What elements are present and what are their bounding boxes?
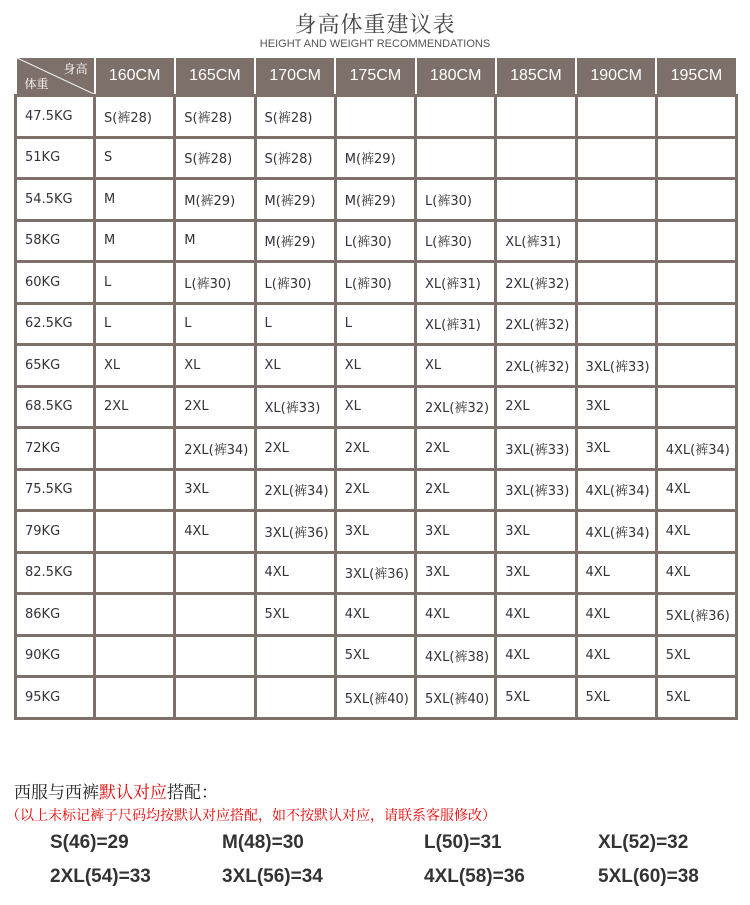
- size-mapping-item: L(50)=31: [424, 832, 502, 853]
- size-cell: 4XL(裤38): [416, 635, 496, 677]
- corner-weight-label: 体重: [24, 77, 49, 91]
- size-cell: 4XL: [576, 594, 656, 636]
- size-cell: [576, 179, 656, 221]
- weight-cell: 58KG: [16, 220, 95, 262]
- size-cell: 3XL: [496, 511, 576, 553]
- size-cell: L(裤30): [335, 220, 415, 262]
- table-row: [16, 552, 737, 594]
- size-cell: M(裤29): [255, 179, 335, 221]
- size-cell: 5XL: [576, 677, 656, 719]
- size-cell: 2XL(裤34): [175, 428, 255, 470]
- size-cell: 4XL: [576, 635, 656, 677]
- size-cell: [335, 96, 415, 138]
- size-cell: S(裤28): [175, 137, 255, 179]
- size-cell: [576, 220, 656, 262]
- height-header: 160CM: [95, 58, 175, 96]
- size-cell: 2XL: [175, 386, 255, 428]
- size-cell: M: [95, 179, 175, 221]
- size-cell: XL: [335, 386, 415, 428]
- size-cell: S(裤28): [255, 137, 335, 179]
- weight-cell: 90KG: [16, 635, 95, 677]
- size-cell: [576, 137, 656, 179]
- size-cell: [656, 262, 736, 304]
- size-cell: [95, 677, 175, 719]
- height-header: 180CM: [416, 58, 496, 96]
- size-cell: 2XL: [335, 428, 415, 470]
- size-cell: 4XL(裤34): [576, 511, 656, 553]
- size-mapping-item: 3XL(56)=34: [222, 866, 323, 887]
- size-cell: XL: [255, 345, 335, 387]
- table-row: [16, 262, 737, 304]
- size-mapping-item: S(46)=29: [50, 832, 129, 853]
- weight-cell: 60KG: [16, 262, 95, 304]
- size-cell: L: [95, 303, 175, 345]
- size-cell: XL: [416, 345, 496, 387]
- height-header: 185CM: [496, 58, 576, 96]
- table-row: [16, 345, 737, 387]
- size-cell: S: [95, 137, 175, 179]
- size-cell: 2XL: [416, 469, 496, 511]
- size-cell: M: [95, 220, 175, 262]
- size-cell: [95, 511, 175, 553]
- weight-cell: 79KG: [16, 511, 95, 553]
- size-cell: [416, 137, 496, 179]
- size-cell: 3XL(裤33): [576, 345, 656, 387]
- size-table: [14, 58, 738, 720]
- size-cell: [656, 96, 736, 138]
- size-cell: 5XL(裤40): [416, 677, 496, 719]
- size-cell: 4XL: [576, 552, 656, 594]
- table-row: [16, 179, 737, 221]
- size-cell: [175, 594, 255, 636]
- size-cell: [656, 179, 736, 221]
- size-cell: XL(裤31): [416, 303, 496, 345]
- weight-cell: 62.5KG: [16, 303, 95, 345]
- size-cell: [255, 677, 335, 719]
- size-cell: [95, 594, 175, 636]
- size-cell: L(裤30): [175, 262, 255, 304]
- size-cell: 3XL: [576, 386, 656, 428]
- size-cell: [95, 635, 175, 677]
- table-row: [16, 137, 737, 179]
- size-cell: 3XL(裤36): [335, 552, 415, 594]
- size-cell: 4XL(裤34): [656, 428, 736, 470]
- size-cell: L(裤30): [416, 179, 496, 221]
- size-cell: [576, 96, 656, 138]
- size-cell: 3XL: [335, 511, 415, 553]
- page-title: 身高体重建议表: [294, 13, 456, 38]
- size-cell: [95, 469, 175, 511]
- size-cell: 5XL(裤40): [335, 677, 415, 719]
- size-cell: 3XL: [416, 552, 496, 594]
- size-cell: 4XL: [656, 552, 736, 594]
- weight-cell: 86KG: [16, 594, 95, 636]
- size-cell: 2XL: [335, 469, 415, 511]
- weight-cell: 95KG: [16, 677, 95, 719]
- size-cell: 3XL(裤33): [496, 469, 576, 511]
- table-row: [16, 303, 737, 345]
- size-cell: 5XL: [656, 677, 736, 719]
- size-cell: 2XL(裤32): [416, 386, 496, 428]
- size-cell: 2XL(裤32): [496, 262, 576, 304]
- table-row: [16, 428, 737, 470]
- size-cell: S(裤28): [95, 96, 175, 138]
- weight-cell: 54.5KG: [16, 179, 95, 221]
- size-cell: [656, 386, 736, 428]
- size-cell: [416, 96, 496, 138]
- size-cell: M(裤29): [175, 179, 255, 221]
- size-cell: [496, 137, 576, 179]
- table-row: [16, 386, 737, 428]
- size-cell: M(裤29): [255, 220, 335, 262]
- size-cell: [95, 428, 175, 470]
- size-cell: 5XL: [255, 594, 335, 636]
- weight-cell: 75.5KG: [16, 469, 95, 511]
- legend-prefix: 西服与西裤: [14, 783, 99, 803]
- corner-cell: [16, 58, 95, 96]
- table-row: [16, 594, 737, 636]
- legend-line: [14, 778, 218, 803]
- header-row: [16, 58, 737, 96]
- size-cell: M: [175, 220, 255, 262]
- size-cell: 4XL: [175, 511, 255, 553]
- size-cell: L(裤30): [255, 262, 335, 304]
- size-cell: 2XL(裤32): [496, 303, 576, 345]
- weight-cell: 51KG: [16, 137, 95, 179]
- size-cell: 5XL(裤36): [656, 594, 736, 636]
- size-cell: S(裤28): [175, 96, 255, 138]
- size-cell: 4XL(裤34): [576, 469, 656, 511]
- legend-suffix: 搭配：: [167, 783, 218, 803]
- size-cell: 3XL: [416, 511, 496, 553]
- size-cell: [656, 137, 736, 179]
- size-cell: [656, 220, 736, 262]
- size-mapping-item: 2XL(54)=33: [50, 866, 151, 887]
- weight-cell: 47.5KG: [16, 96, 95, 138]
- height-header: 170CM: [255, 58, 335, 96]
- size-cell: [656, 303, 736, 345]
- size-cell: 2XL: [255, 428, 335, 470]
- size-cell: L: [175, 303, 255, 345]
- size-cell: L: [95, 262, 175, 304]
- size-cell: [656, 345, 736, 387]
- table-row: [16, 677, 737, 719]
- size-cell: [175, 635, 255, 677]
- size-cell: [175, 677, 255, 719]
- size-cell: XL(裤31): [416, 262, 496, 304]
- size-cell: L(裤30): [416, 220, 496, 262]
- height-header: 195CM: [656, 58, 736, 96]
- size-mapping-item: M(48)=30: [222, 832, 304, 853]
- size-mapping-item: XL(52)=32: [598, 832, 689, 853]
- size-cell: 4XL: [335, 594, 415, 636]
- size-cell: 4XL: [496, 635, 576, 677]
- size-cell: [576, 262, 656, 304]
- size-cell: XL: [95, 345, 175, 387]
- size-cell: 5XL: [496, 677, 576, 719]
- weight-cell: 68.5KG: [16, 386, 95, 428]
- size-cell: 5XL: [656, 635, 736, 677]
- size-cell: 3XL(裤33): [496, 428, 576, 470]
- height-header: 190CM: [576, 58, 656, 96]
- table-body: [16, 96, 737, 719]
- size-cell: [255, 635, 335, 677]
- size-cell: 4XL: [656, 511, 736, 553]
- table-row: [16, 220, 737, 262]
- weight-cell: 72KG: [16, 428, 95, 470]
- size-cell: M(裤29): [335, 137, 415, 179]
- size-cell: 3XL: [175, 469, 255, 511]
- height-header: 175CM: [335, 58, 415, 96]
- size-cell: [175, 552, 255, 594]
- table-row: [16, 469, 737, 511]
- size-cell: 4XL: [656, 469, 736, 511]
- size-cell: [496, 179, 576, 221]
- size-cell: 4XL: [496, 594, 576, 636]
- size-cell: 4XL: [255, 552, 335, 594]
- size-cell: L: [255, 303, 335, 345]
- size-cell: [496, 96, 576, 138]
- size-cell: XL(裤33): [255, 386, 335, 428]
- size-cell: S(裤28): [255, 96, 335, 138]
- table-row: [16, 96, 737, 138]
- size-cell: 2XL(裤32): [496, 345, 576, 387]
- size-cell: 3XL: [576, 428, 656, 470]
- size-cell: XL(裤31): [496, 220, 576, 262]
- size-cell: 3XL(裤36): [255, 511, 335, 553]
- size-cell: XL: [175, 345, 255, 387]
- size-cell: XL: [335, 345, 415, 387]
- size-cell: 4XL: [416, 594, 496, 636]
- height-header: 165CM: [175, 58, 255, 96]
- size-cell: M(裤29): [335, 179, 415, 221]
- size-cell: [576, 303, 656, 345]
- size-cell: 2XL: [95, 386, 175, 428]
- legend-highlight: 默认对应: [99, 783, 167, 803]
- size-cell: 5XL: [335, 635, 415, 677]
- page-subtitle: HEIGHT AND WEIGHT RECOMMENDATIONS: [259, 38, 491, 50]
- size-cell: 3XL: [496, 552, 576, 594]
- size-mapping-item: 4XL(58)=36: [424, 866, 525, 887]
- weight-cell: 65KG: [16, 345, 95, 387]
- size-cell: L(裤30): [335, 262, 415, 304]
- weight-cell: 82.5KG: [16, 552, 95, 594]
- size-cell: 2XL: [496, 386, 576, 428]
- legend-note: （以上未标记裤子尺码均按默认对应搭配，如不按默认对应，请联系客服修改）: [6, 808, 496, 824]
- size-cell: 2XL(裤34): [255, 469, 335, 511]
- corner-height-label: 身高: [63, 62, 88, 76]
- table-row: [16, 511, 737, 553]
- size-cell: L: [335, 303, 415, 345]
- size-mapping-item: 5XL(60)=38: [598, 866, 699, 887]
- size-cell: 2XL: [416, 428, 496, 470]
- table-row: [16, 635, 737, 677]
- size-cell: [95, 552, 175, 594]
